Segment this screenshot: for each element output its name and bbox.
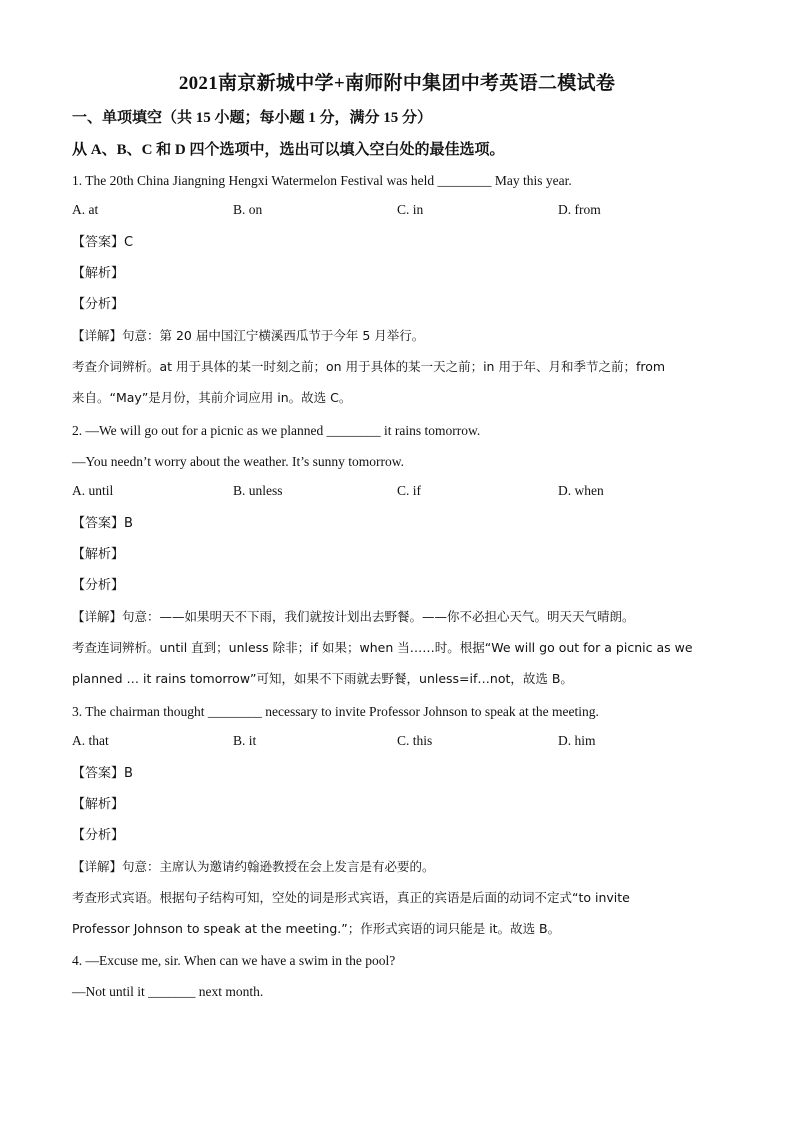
jiexi-label: 【解析】 [72,547,125,562]
question-2-stem: 2. —We will go out for a picnic as we planned ________ it rains tomorrow. [72,423,481,438]
option-d: D. when [558,483,604,498]
option-d: D. him [558,733,596,748]
jiexi-label: 【解析】 [72,797,125,812]
question-1-options [72,202,722,222]
detail-line: 【详解】句意：——如果明天不下雨，我们就按计划出去野餐。——你不必担心天气。明天天气晴朗。 [72,609,635,624]
fenxi-label: 【分析】 [72,578,125,593]
option-b: B. on [233,202,263,217]
detail-line: 考查形式宾语。根据句子结构可知，空处的词是形式宾语，真正的宾语是后面的动词不定式“to invite [72,890,630,905]
fenxi-label: 【分析】 [72,297,125,312]
question-2-stem-reply: —You needn’t worry about the weather. It’s sunny tomorrow. [72,454,404,469]
jiexi-label: 【解析】 [72,266,125,281]
option-b: B. it [233,733,257,748]
option-a: A. until [72,483,114,498]
option-a: A. at [72,202,99,217]
detail-line: planned … it rains tomorrow”可知，如果不下雨就去野餐，unless=if…not，故选 B。 [72,671,573,686]
answer-label: 【答案】C [72,235,134,250]
option-c: C. in [397,202,424,217]
option-c: C. this [397,733,433,748]
answer-label: 【答案】B [72,516,133,531]
question-4-stem: 4. —Excuse me, sir. When can we have a swim in the pool? [72,953,396,968]
fenxi-label: 【分析】 [72,828,125,843]
question-4-stem-reply: —Not until it _______ next month. [72,984,264,999]
detail-line: 考查连词辨析。until 直到；unless 除非；if 如果；when 当……时。根据“We will go out for a picnic as we [72,640,693,655]
answer-label: 【答案】B [72,766,133,781]
detail-line: 【详解】句意：第 20 届中国江宁横溪西瓜节于今年 5 月举行。 [72,328,425,343]
page-title: 2021南京新城中学+南师附中集团中考英语二模试卷 [178,73,616,94]
detail-line: 考查介词辨析。at 用于具体的某一时刻之前；on 用于具体的某一天之前；in 用于年、月和季节之前；from [72,359,666,374]
detail-line: Professor Johnson to speak at the meeting.”；作形式宾语的词只能是 it。故选 B。 [72,921,561,936]
option-a: A. that [72,733,109,748]
question-1-stem: 1. The 20th China Jiangning Hengxi Watermelon Festival was held ________ May this year. [72,173,572,188]
detail-line: 【详解】句意：主席认为邀请约翰逊教授在会上发言是有必要的。 [72,859,435,874]
section-instruction: 从 A、B、C 和 D 四个选项中，选出可以填入空白处的最佳选项。 [72,142,505,158]
question-3-stem: 3. The chairman thought ________ necessary to invite Professor Johnson to speak at the meeting. [72,704,599,719]
question-3-options [72,733,722,753]
option-c: C. if [397,483,422,498]
option-b: B. unless [233,483,283,498]
option-d: D. from [558,202,601,217]
detail-line: 来自。“May”是月份，其前介词应用 in。故选 C。 [72,390,352,405]
section-heading: 一、单项填空（共 15 小题；每小题 1 分，满分 15 分） [72,110,433,126]
question-2-options [72,483,722,503]
